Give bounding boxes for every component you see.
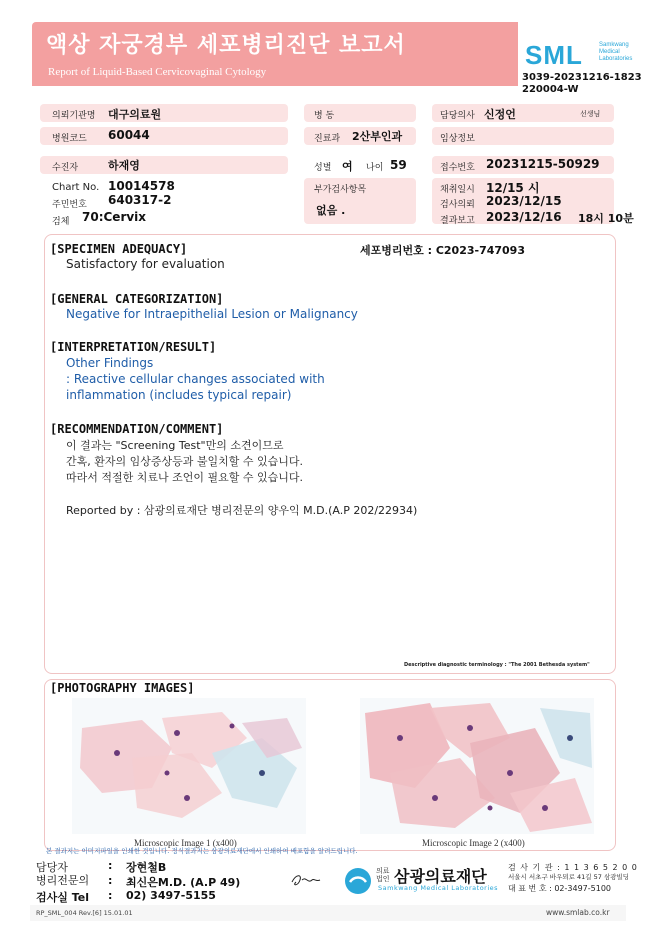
- logo-subtext: Samkwang Medical Laboratories: [599, 42, 633, 62]
- result-label: 결과보고: [440, 216, 475, 226]
- phone-value: 02) 3497-5155: [126, 889, 216, 902]
- org-name-en: Samkwang Medical Laboratories: [378, 884, 499, 892]
- recommendation-line-1: 이 결과는 "Screening Test"만의 소견이므로: [66, 439, 284, 452]
- age-value: 59: [390, 158, 407, 172]
- adequacy-text: Satisfactory for evaluation: [66, 257, 225, 271]
- microscopic-image-1: [72, 698, 306, 834]
- general-heading: [GENERAL CATEGORIZATION]: [50, 292, 224, 306]
- colon-2: :: [108, 874, 113, 887]
- interpretation-line-1: Other Findings: [66, 356, 154, 370]
- recommendation-heading: [RECOMMENDATION/COMMENT]: [50, 422, 224, 436]
- extra-label: 부가검사항목: [314, 185, 367, 195]
- hospital-code-value: 60044: [108, 128, 150, 142]
- main-phone: 대 표 번 호 : 02-3497-5100: [508, 884, 611, 893]
- manager-label: 담당자: [36, 861, 68, 874]
- general-text: Negative for Intraepithelial Lesion or Malignancy: [66, 307, 358, 321]
- report-subtitle: Report of Liquid-Based Cervicovaginal Cytology: [48, 66, 267, 78]
- resident-value: 640317-2: [108, 193, 172, 207]
- extra-value: 없음 .: [316, 204, 346, 217]
- sex-value: 여: [342, 160, 353, 173]
- institution-label: 의뢰기관명: [52, 111, 96, 121]
- reported-by: Reported by : 삼광의료재단 병리전문의 양우익 M.D.(A.P 202/22934): [66, 504, 418, 517]
- recommendation-line-3: 따라서 적절한 치료나 조언이 필요할 수 있습니다.: [66, 471, 303, 484]
- chart-value: 10014578: [108, 179, 175, 193]
- patient-label: 수진자: [52, 163, 79, 173]
- document-number: 3039-20231216-1823 220004-W: [522, 72, 642, 95]
- collect-label: 채취일시: [440, 185, 475, 195]
- resident-label: 주민번호: [52, 200, 87, 210]
- exam-label: 검체: [52, 217, 70, 227]
- dept-value: 2산부인과: [352, 130, 403, 143]
- sml-logo: [525, 40, 635, 70]
- sex-label: 성별: [314, 163, 332, 173]
- logo-text: SML: [525, 40, 583, 70]
- request-value: 2023/12/15: [486, 194, 562, 208]
- caption-1: Microscopic Image 1 (x400): [134, 838, 237, 848]
- doctor-value: 신정언: [484, 108, 516, 121]
- patient-value: 하재영: [108, 159, 140, 172]
- institution-value: 대구의료원: [108, 108, 162, 121]
- colon-3: :: [108, 889, 113, 902]
- address: 서울시 서초구 바우뫼로 41길 57 삼광빌딩: [508, 873, 630, 881]
- website-link[interactable]: www.smlab.co.kr: [546, 908, 610, 917]
- print-notice: 본 결과지는 이미지파일을 인쇄한 것입니다. 정식결과지는 삼광의료재단에서 인쇄하여 배포함을 알려드립니다.: [46, 847, 358, 855]
- cytology-number: 세포병리번호 : C2023-747093: [360, 244, 525, 257]
- terminology-note: Descriptive diagnostic terminology : "The 2001 Bethesda system": [404, 662, 590, 668]
- phone-label: 검사실 Tel: [36, 891, 89, 904]
- clinical-label: 임상정보: [440, 134, 475, 144]
- interpretation-line-2: : Reactive cellular changes associated with: [66, 372, 325, 386]
- colon-1: :: [108, 859, 113, 872]
- report-title: 액상 자궁경부 세포병리진단 보고서: [46, 33, 406, 58]
- receipt-label: 접수번호: [440, 163, 475, 173]
- result-value: 2023/12/16: [486, 210, 562, 224]
- form-code: RP_SML_004 Rev.[6] 15.01.01: [36, 909, 133, 917]
- recommendation-line-2: 간혹, 환자의 임상증상등과 불일치할 수 있습니다.: [66, 455, 303, 468]
- chart-label: Chart No.: [52, 182, 100, 193]
- manager-value: 장현철B: [126, 861, 167, 874]
- collect-value: 12/15 시: [486, 181, 540, 195]
- org-logo-icon: [343, 866, 373, 896]
- org-name: 삼광의료재단: [394, 867, 487, 886]
- result-time: 18시 10분: [578, 212, 634, 225]
- exam-value: 70:Cervix: [82, 210, 147, 224]
- signature-image: [288, 870, 328, 890]
- dept-label: 진료과: [314, 134, 341, 144]
- interpretation-line-3: inflammation (includes typical repair): [66, 388, 292, 402]
- doctor-suffix: 선생님: [580, 110, 601, 118]
- interpretation-heading: [INTERPRETATION/RESULT]: [50, 340, 217, 354]
- request-label: 검사의뢰: [440, 200, 475, 210]
- caption-2: Microscopic Image 2 (x400): [422, 838, 525, 848]
- registration-number: 검 사 기 관 : 1 1 3 6 5 2 0 0: [508, 863, 638, 872]
- ward-label: 병 동: [314, 111, 335, 121]
- title-banner: [32, 22, 518, 86]
- hospital-code-label: 병원코드: [52, 134, 87, 144]
- photo-heading: [PHOTOGRAPHY IMAGES]: [50, 681, 195, 695]
- receipt-value: 20231215-50929: [486, 157, 600, 171]
- microscopic-image-2: [360, 698, 594, 834]
- age-label: 나이: [366, 163, 384, 173]
- pathologist-label: 병리전문의: [36, 874, 90, 887]
- org-prefix: 의료 법인: [376, 867, 390, 883]
- pathologist-value: 최신은M.D. (A.P 49): [126, 876, 241, 889]
- adequacy-heading: [SPECIMEN ADEQUACY]: [50, 242, 188, 256]
- doctor-label: 담당의사: [440, 111, 475, 121]
